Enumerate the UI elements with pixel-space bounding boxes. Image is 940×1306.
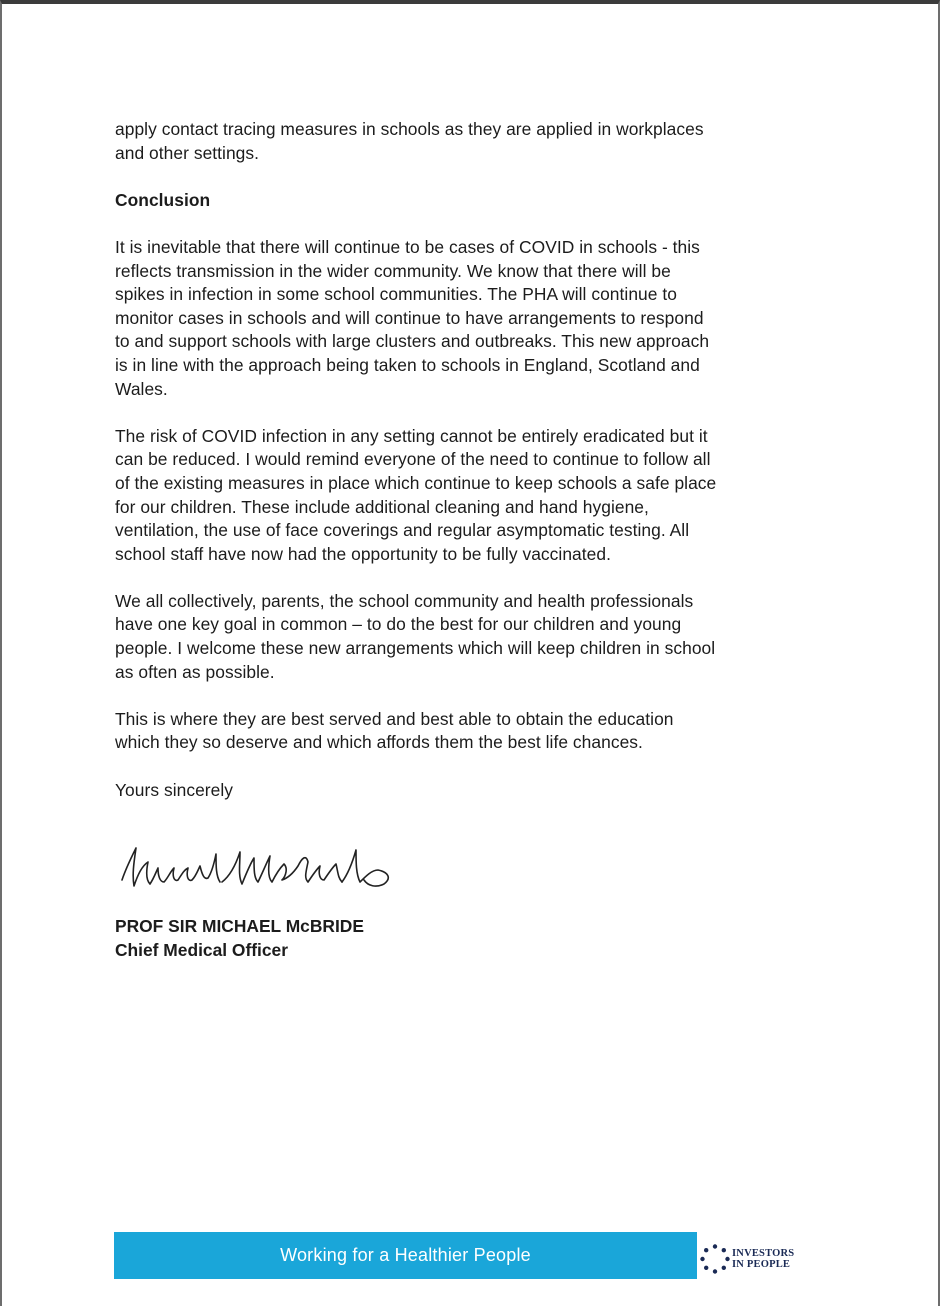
signatory-title: Chief Medical Officer (115, 940, 288, 960)
paragraph-collective-goal: We all collectively, parents, the school community and health professionals have one key goal in common – to do the best for our children and young people. I welcome these new arrangements which will keep children in school as often as possible. (115, 590, 716, 682)
closing-salutation: Yours sincerely (115, 779, 234, 800)
investors-in-people-logo (699, 1242, 809, 1276)
paragraph-risk: The risk of COVID infection in any setting cannot be entirely eradicated but it can be reduced. I would remind everyone of the need to continue to follow all of the existing measures in place which continue to keep schools a safe place for our children. These include additional cleaning and hand hygiene, ventilation, the use of face coverings and regular asymptomatic testing. All school staff have now had the opportunity to be fully vaccinated. (115, 425, 717, 564)
investors-in-people-emblem-icon (699, 1243, 731, 1275)
signatory-name: PROF SIR MICHAEL McBRIDE (115, 916, 364, 936)
handwritten-signature (112, 828, 412, 903)
paragraph-covid-cases: It is inevitable that there will continue to be cases of COVID in schools - this reflects transmission in the wider community. We know that there will be spikes in infection in some school communities. The PHA will continue to monitor cases in schools and will continue to have arrangements to respond to and support schools with large clusters and outbreaks. This new approach is in line with the approach being taken to schools in England, Scotland and Wales. (115, 236, 710, 399)
footer-tagline-bar (114, 1232, 697, 1279)
footer-tagline: Working for a Healthier People (280, 1245, 531, 1265)
conclusion-heading: Conclusion (115, 189, 211, 210)
intro-paragraph: apply contact tracing measures in schools as they are applied in workplaces and other settings. (115, 119, 704, 163)
logo-line-2: IN PEOPLE (732, 1259, 791, 1270)
logo-line-1: INVESTORS (732, 1248, 795, 1259)
paragraph-best-served: This is where they are best served and best able to obtain the education which they so deserve and which affords them the best life chances. (115, 708, 674, 753)
investors-in-people-wordmark (732, 1248, 794, 1270)
letter-body (115, 118, 835, 802)
